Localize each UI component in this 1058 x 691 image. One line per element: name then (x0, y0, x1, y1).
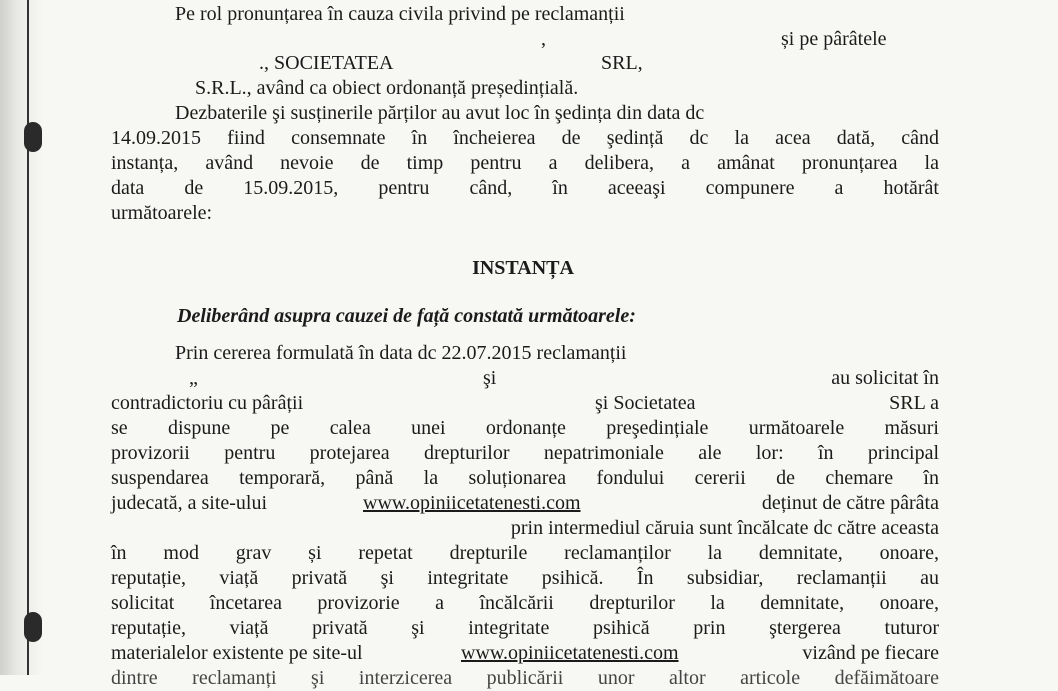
binder-hole-bottom (24, 612, 42, 642)
paragraph3-line-13-end: vizând pe fiecare (802, 642, 939, 664)
court-document-page (111, 0, 939, 689)
paragraph2-line-4: data de 15.09.2015, pentru când, în aceeaşi compunere a hotărât (111, 177, 939, 199)
paragraph2-line-1: Dezbaterile şi susținerile părților au avut loc în şedința din data dc (175, 102, 705, 124)
intro-line-3-company: ., SOCIETATEA (259, 52, 394, 74)
intro-line-4: S.R.L., având ca obiect ordonanță președințială. (195, 77, 579, 99)
paragraph3-line-10: reputație, viață privată şi integritate psihică. În subsidiar, reclamanții au (111, 567, 939, 589)
binder-hole-top (24, 122, 42, 152)
paragraph3-line-3-mid: şi Societatea (595, 392, 696, 414)
paragraph3-line-3-start: contradictoriu cu pârâții (111, 392, 304, 414)
section-subheading: Deliberând asupra cauzei de față constată următoarele: (177, 305, 636, 327)
intro-line-2-comma: , (541, 28, 546, 50)
paragraph3-line-2-tail: au solicitat în (831, 367, 939, 389)
scan-shadow-edge (0, 0, 44, 675)
paragraph3-line-2-quote: „ (189, 367, 198, 389)
paragraph3-line-7-start: judecată, a site-ului (111, 492, 268, 514)
paragraph2-line-3: instanța, având nevoie de timp pentru a delibera, a amânat pronunțarea la (111, 152, 939, 174)
intro-line-1: Pe rol pronunțarea în cauza civila privind pe reclamanții (175, 3, 625, 25)
paragraph3-line-8: prin intermediul căruia sunt încălcate dc către aceasta (510, 517, 939, 539)
paragraph3-line-14-cut: dintre reclamanți şi interzicerea publicării unor altor articole defăimătoare (111, 667, 939, 689)
paragraph3-line-7-end: deținut de către pârâta (761, 492, 939, 514)
page-margin-rule (27, 0, 29, 675)
website-link-1[interactable]: www.opiniicetatenesti.com (363, 492, 581, 514)
intro-line-2-text: și pe pârâtele (781, 28, 887, 50)
paragraph3-line-3-end: SRL a (889, 392, 939, 414)
website-link-2[interactable]: www.opiniicetatenesti.com (461, 642, 679, 664)
section-heading: INSTANȚA (472, 257, 574, 279)
paragraph3-line-11: solicitat încetarea provizorie a încălcării drepturilor la demnitate, onoare, (111, 592, 939, 614)
paragraph3-line-13-start: materialelor existente pe site-ul (111, 642, 363, 664)
intro-line-3-srl: SRL, (601, 52, 643, 74)
paragraph3-line-9: în mod grav și repetat drepturile reclamanților la demnitate, onoare, (111, 542, 939, 564)
paragraph3-line-4: se dispune pe calea unei ordonanțe preşedințiale următoarele măsuri (111, 417, 939, 439)
paragraph3-line-5: provizorii pentru protejarea drepturilor nepatrimoniale ale lor: în principal (111, 442, 939, 464)
paragraph3-line-1: Prin cererea formulată în data dc 22.07.2015 reclamanții (175, 342, 627, 364)
paragraph3-line-12: reputație, viață privată şi integritate psihică prin ştergerea tuturor (111, 617, 939, 639)
paragraph2-line-2: 14.09.2015 fiind consemnate în încheierea de şedință dc la acea dată, când (111, 127, 939, 149)
paragraph3-line-2-si: şi (483, 367, 497, 389)
paragraph3-line-6: suspendarea temporară, până la soluționarea fondului cererii de chemare în (111, 467, 939, 489)
paragraph2-line-5: următoarele: (111, 202, 213, 224)
